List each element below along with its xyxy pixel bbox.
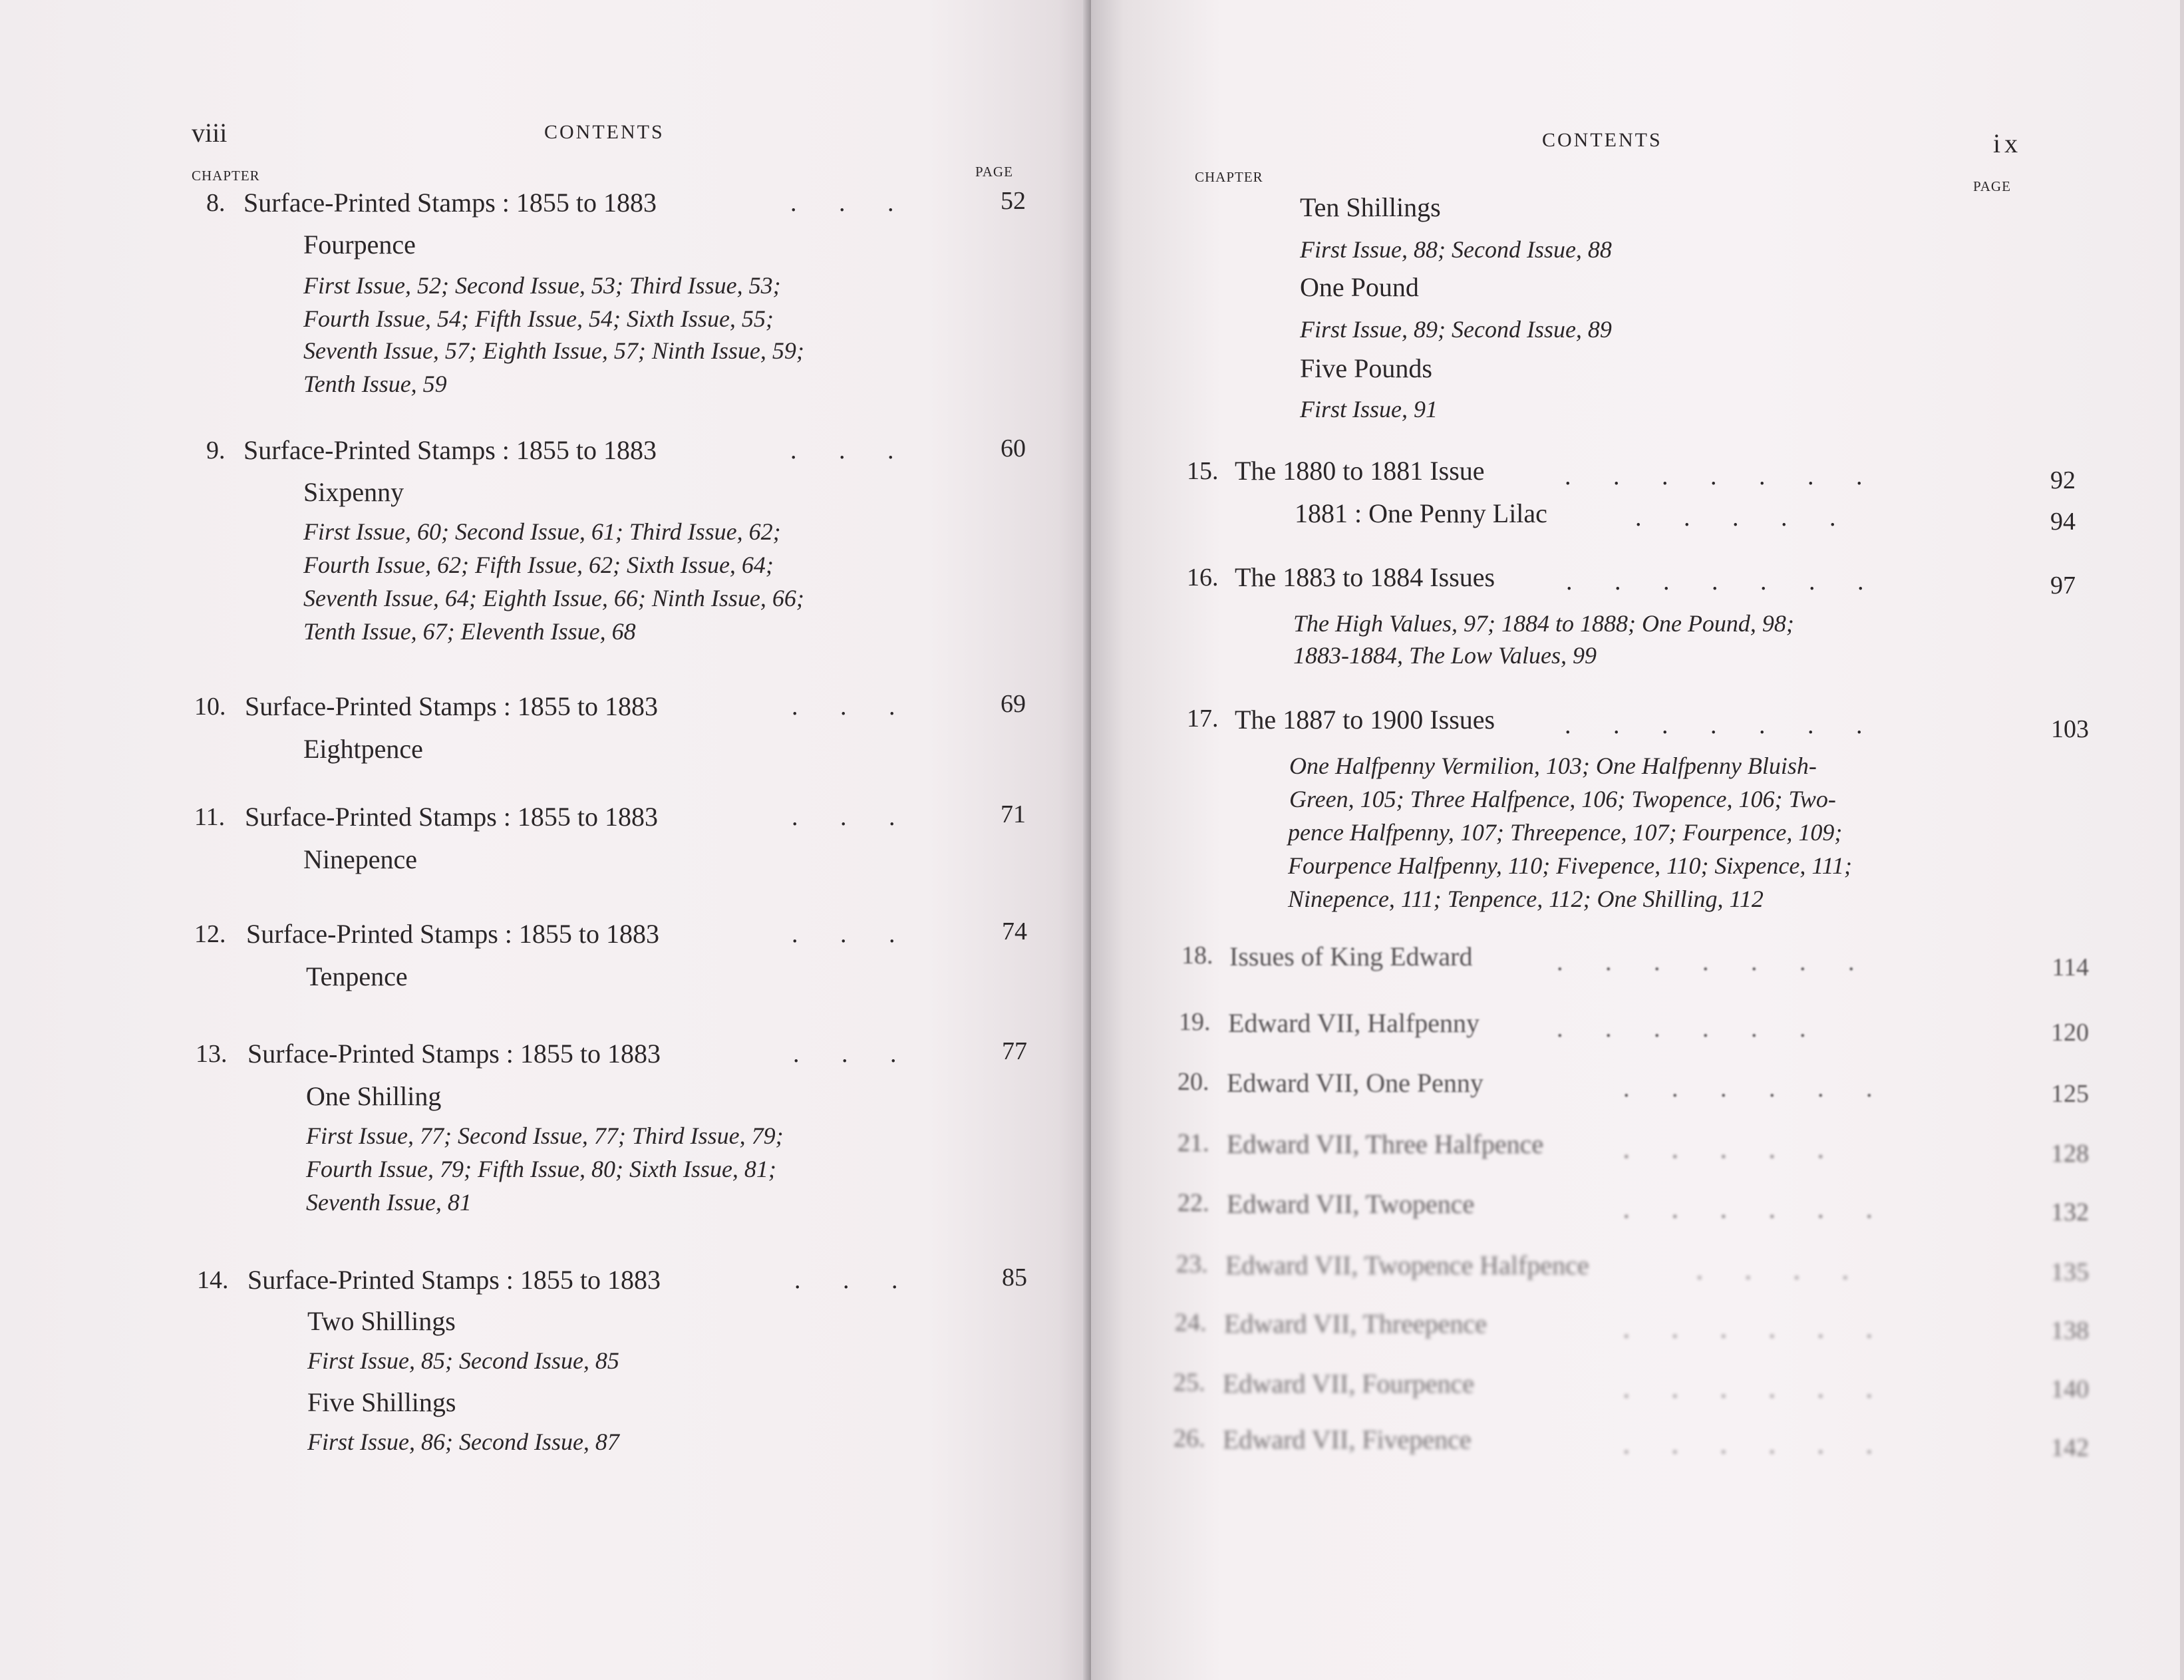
chapter-title: Surface-Printed Stamps : 1855 to 1883 bbox=[243, 188, 657, 218]
page-number: 94 bbox=[2050, 508, 2076, 536]
leader-dots: . . . . . . bbox=[1623, 1196, 1891, 1224]
page-number: 71 bbox=[1001, 800, 1026, 828]
stamp-value: Ten Shillings bbox=[1300, 192, 1441, 222]
page-number: 135 bbox=[2051, 1258, 2089, 1286]
stamp-value: One Shilling bbox=[306, 1081, 442, 1111]
chapter-number: 19. bbox=[1179, 1008, 1211, 1036]
chapter-number: 24. bbox=[1175, 1309, 1207, 1337]
page-number: 142 bbox=[2051, 1434, 2089, 1462]
chapter-title: Edward VII, Fivepence bbox=[1223, 1425, 1472, 1454]
stamp-value: Five Pounds bbox=[1300, 353, 1432, 383]
stamp-value: Two Shillings bbox=[307, 1306, 456, 1336]
chapter-number: 26. bbox=[1173, 1425, 1205, 1452]
running-title-left: CONTENTS bbox=[544, 121, 665, 143]
issue-line: Green, 105; Three Halfpence, 106; Twopence, 106; Two- bbox=[1289, 786, 1836, 812]
page-number: 125 bbox=[2051, 1080, 2089, 1108]
leader-dots: . . . . bbox=[1696, 1257, 1867, 1285]
leader-dots: . . . . . bbox=[1635, 504, 1854, 532]
page-number: 140 bbox=[2051, 1375, 2089, 1403]
page-number: 138 bbox=[2051, 1317, 2089, 1345]
page-number: 74 bbox=[1002, 918, 1027, 945]
chapter-title: Edward VII, Fourpence bbox=[1223, 1369, 1475, 1399]
issue-line: First Issue, 60; Second Issue, 61; Third Issue, 62; bbox=[303, 518, 781, 545]
page-number: 128 bbox=[2051, 1140, 2089, 1168]
leader-dots: . . . . . . bbox=[1623, 1315, 1891, 1343]
chapter-number: 8. bbox=[206, 189, 226, 217]
issue-line: First Issue, 89; Second Issue, 89 bbox=[1300, 316, 1612, 343]
chapter-title: Edward VII, One Penny bbox=[1227, 1068, 1483, 1098]
chapter-title: The 1887 to 1900 Issues bbox=[1235, 705, 1495, 735]
leader-dots: . . . bbox=[792, 920, 913, 948]
leader-dots: . . . . . . . bbox=[1557, 948, 1873, 976]
page-number: 77 bbox=[1002, 1037, 1027, 1065]
leader-dots: . . . . . . bbox=[1623, 1431, 1891, 1459]
issue-line: Seventh Issue, 81 bbox=[306, 1189, 472, 1216]
leader-dots: . . . . . bbox=[1623, 1136, 1842, 1164]
issue-line: Fourth Issue, 62; Fifth Issue, 62; Sixth Issue, 64; bbox=[303, 552, 774, 578]
issue-line: First Issue, 88; Second Issue, 88 bbox=[1300, 236, 1612, 263]
issue-line: Fourth Issue, 79; Fifth Issue, 80; Sixth Issue, 81; bbox=[306, 1156, 776, 1182]
leader-dots: . . . bbox=[792, 803, 913, 831]
chapter-title: 1881 : One Penny Lilac bbox=[1295, 498, 1547, 528]
chapter-title: Surface-Printed Stamps : 1855 to 1883 bbox=[245, 691, 659, 721]
leader-dots: . . . . . . bbox=[1557, 1015, 1824, 1043]
stamp-value: Five Shillings bbox=[307, 1387, 456, 1417]
leader-dots: . . . . . . . bbox=[1565, 711, 1881, 739]
chapter-number: 21. bbox=[1177, 1129, 1209, 1157]
chapter-title: Surface-Printed Stamps : 1855 to 1883 bbox=[247, 1265, 661, 1295]
leader-dots: . . . bbox=[793, 1040, 915, 1068]
page-number: 132 bbox=[2051, 1198, 2089, 1226]
issue-line: One Halfpenny Vermilion, 103; One Halfpenny Bluish- bbox=[1289, 753, 1817, 779]
page-number: 92 bbox=[2050, 466, 2076, 494]
left-page bbox=[0, 0, 1091, 1680]
leader-dots: . . . bbox=[790, 436, 912, 464]
issue-line: First Issue, 86; Second Issue, 87 bbox=[307, 1428, 619, 1455]
page-number: 120 bbox=[2051, 1019, 2089, 1047]
issue-line: The High Values, 97; 1884 to 1888; One Pound, 98; bbox=[1293, 610, 1794, 637]
chapter-number: 9. bbox=[206, 436, 226, 464]
stamp-value: One Pound bbox=[1300, 272, 1419, 302]
issue-line: Fourth Issue, 54; Fifth Issue, 54; Sixth Issue, 55; bbox=[303, 305, 774, 332]
chapter-number: 14. bbox=[197, 1266, 229, 1294]
chapter-number: 10. bbox=[194, 693, 226, 721]
leader-dots: . . . . . . . bbox=[1565, 462, 1881, 490]
chapter-number: 20. bbox=[1177, 1068, 1209, 1096]
stamp-value: Ninepence bbox=[303, 844, 418, 874]
page-label-right: PAGE bbox=[1973, 178, 2011, 194]
leader-dots: . . . . . . bbox=[1623, 1375, 1891, 1403]
chapter-number: 11. bbox=[194, 803, 226, 831]
chapter-number: 12. bbox=[194, 920, 226, 948]
chapter-number: 25. bbox=[1173, 1369, 1205, 1397]
chapter-title: Edward VII, Three Halfpence bbox=[1227, 1129, 1544, 1159]
chapter-title: Surface-Printed Stamps : 1855 to 1883 bbox=[247, 1039, 661, 1069]
chapter-title: Surface-Printed Stamps : 1855 to 1883 bbox=[246, 919, 660, 949]
chapter-title: Edward VII, Twopence Halfpence bbox=[1225, 1250, 1589, 1280]
page-number: 97 bbox=[2050, 572, 2076, 599]
chapter-label-right: CHAPTER bbox=[1195, 169, 1263, 185]
chapter-title: The 1883 to 1884 Issues bbox=[1235, 562, 1495, 592]
issue-line: First Issue, 91 bbox=[1300, 396, 1438, 422]
issue-line: First Issue, 52; Second Issue, 53; Third Issue, 53; bbox=[303, 272, 781, 299]
chapter-number: 23. bbox=[1176, 1250, 1208, 1278]
page-number: 69 bbox=[1001, 690, 1026, 718]
chapter-number: 17. bbox=[1187, 705, 1219, 733]
chapter-title: Issues of King Edward bbox=[1229, 941, 1473, 971]
chapter-title: The 1880 to 1881 Issue bbox=[1235, 456, 1485, 486]
chapter-number: 13. bbox=[196, 1040, 228, 1068]
page-label-left: PAGE bbox=[975, 164, 1013, 180]
folio-left: viii bbox=[192, 118, 228, 148]
issue-line: Tenth Issue, 67; Eleventh Issue, 68 bbox=[303, 618, 636, 645]
issue-line: Seventh Issue, 64; Eighth Issue, 66; Ninth Issue, 66; bbox=[303, 585, 804, 611]
chapter-number: 16. bbox=[1187, 564, 1219, 591]
issue-line: Fourpence Halfpenny, 110; Fivepence, 110; Sixpence, 111; bbox=[1288, 852, 1852, 879]
issue-line: First Issue, 77; Second Issue, 77; Third Issue, 79; bbox=[306, 1122, 784, 1149]
stamp-value: Fourpence bbox=[303, 230, 416, 259]
page-number: 52 bbox=[1001, 187, 1026, 215]
chapter-title: Edward VII, Twopence bbox=[1227, 1189, 1475, 1219]
page-number: 60 bbox=[1001, 434, 1026, 462]
chapter-title: Surface-Printed Stamps : 1855 to 1883 bbox=[243, 435, 657, 465]
issue-line: Tenth Issue, 59 bbox=[303, 371, 447, 397]
leader-dots: . . . bbox=[792, 693, 913, 721]
chapter-number: 18. bbox=[1181, 941, 1213, 969]
leader-dots: . . . . . . . bbox=[1566, 568, 1882, 595]
issue-line: Ninepence, 111; Tenpence, 112; One Shilling, 112 bbox=[1288, 886, 1764, 912]
running-title-right: CONTENTS bbox=[1542, 129, 1662, 151]
chapter-title: Surface-Printed Stamps : 1855 to 1883 bbox=[245, 802, 659, 832]
leader-dots: . . . bbox=[794, 1266, 916, 1294]
leader-dots: . . . . . . bbox=[1623, 1075, 1891, 1102]
page-number: 103 bbox=[2051, 715, 2089, 743]
chapter-title: Edward VII, Threepence bbox=[1224, 1309, 1487, 1339]
issue-line: pence Halfpenny, 107; Threepence, 107; Fourpence, 109; bbox=[1288, 819, 1843, 846]
page-number: 114 bbox=[2052, 953, 2089, 981]
folio-right: ix bbox=[1993, 128, 2022, 158]
chapter-label-left: CHAPTER bbox=[192, 168, 260, 184]
chapter-number: 15. bbox=[1187, 457, 1219, 485]
stamp-value: Tenpence bbox=[306, 961, 408, 991]
chapter-number: 22. bbox=[1177, 1189, 1209, 1217]
issue-line: 1883-1884, The Low Values, 99 bbox=[1293, 642, 1597, 669]
chapter-title: Edward VII, Halfpenny bbox=[1228, 1008, 1480, 1038]
right-page bbox=[1091, 0, 2184, 1680]
stamp-value: Sixpenny bbox=[303, 477, 404, 507]
issue-line: Seventh Issue, 57; Eighth Issue, 57; Ninth Issue, 59; bbox=[303, 337, 804, 364]
leader-dots: . . . bbox=[790, 189, 912, 217]
issue-line: First Issue, 85; Second Issue, 85 bbox=[307, 1347, 619, 1374]
page-number: 85 bbox=[1002, 1263, 1027, 1291]
stamp-value: Eightpence bbox=[303, 734, 423, 764]
